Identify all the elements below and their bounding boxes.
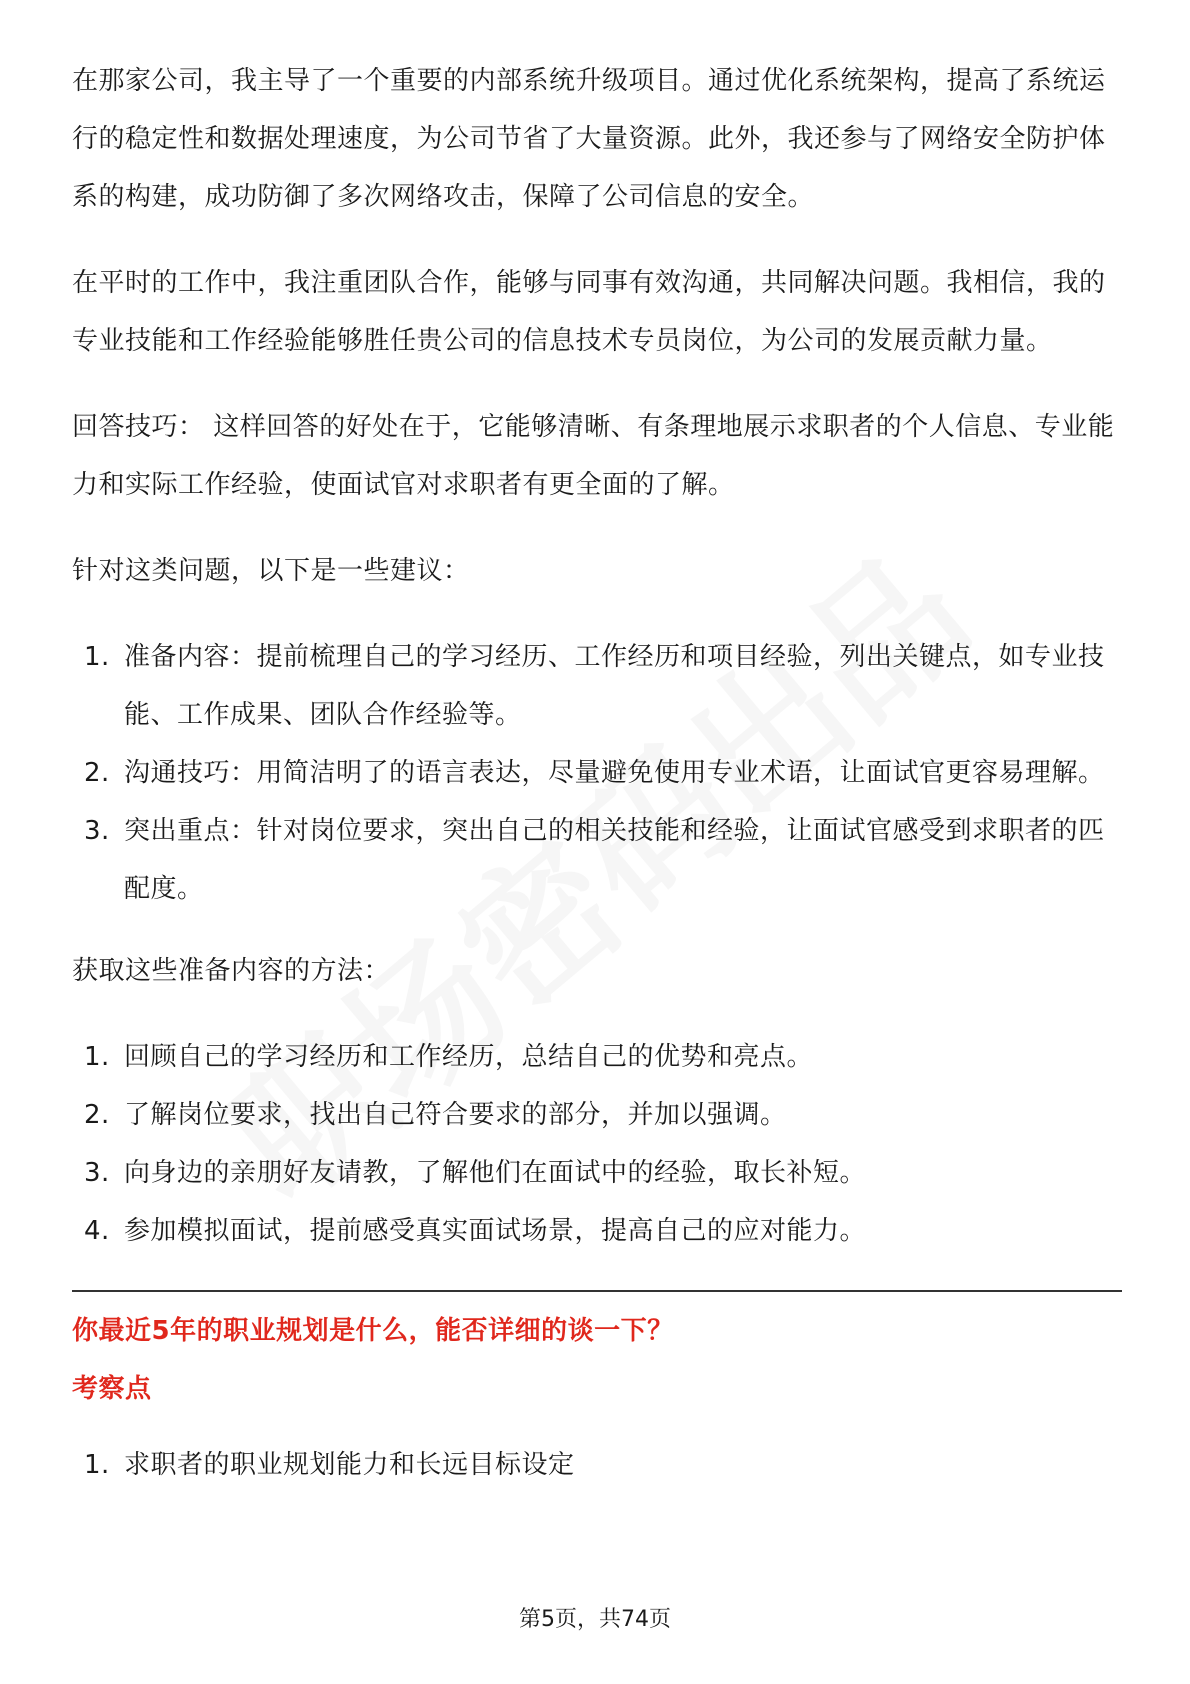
- list-text: 回顾自己的学习经历和工作经历，总结自己的优势和亮点。: [124, 1042, 814, 1072]
- list-number: 4.: [84, 1216, 110, 1246]
- list-text: 了解岗位要求，找出自己符合要求的部分，并加以强调。: [124, 1100, 787, 1130]
- list-item: [72, 1086, 1122, 1144]
- paragraph-suggestions-intro: 针对这类问题，以下是一些建议：: [72, 556, 470, 586]
- list-number: 1.: [84, 642, 110, 672]
- list-item: [72, 1436, 1122, 1494]
- paragraph-teamwork: 在平时的工作中，我注重团队合作，能够与同事有效沟通，共同解决问题。我相信，我的专业技能和工作经验能够胜任贵公司的信息技术专员岗位，为公司的发展贡献力量。: [72, 268, 1106, 356]
- list-item: [72, 1028, 1122, 1086]
- list-text: 沟通技巧：用简洁明了的语言表达，尽量避免使用专业术语，让面试官更容易理解。: [124, 758, 1105, 788]
- list-text: 参加模拟面试，提前感受真实面试场景，提高自己的应对能力。: [124, 1216, 867, 1246]
- paragraph-methods-intro: 获取这些准备内容的方法：: [72, 956, 391, 986]
- document-page: [72, 52, 1122, 1518]
- assessment-points-list: [72, 1436, 1122, 1494]
- paragraph-answer-tips: 回答技巧： 这样回答的好处在于，它能够清晰、有条理地展示求职者的个人信息、专业能力和实际工作经验，使面试官对求职者有更全面的了解。: [72, 412, 1115, 500]
- page-footer: 第5页，共74页: [519, 1607, 671, 1632]
- paragraph-project-experience: 在那家公司，我主导了一个重要的内部系统升级项目。通过优化系统架构，提高了系统运行的稳定性和数据处理速度，为公司节省了大量资源。此外，我还参与了网络安全防护体系的构建，成功防御了多次网络攻击，保障了公司信息的安全。: [72, 66, 1106, 212]
- section-divider: [72, 1290, 1122, 1292]
- list-item: [72, 744, 1122, 802]
- list-item: [72, 802, 1122, 918]
- list-text: 向身边的亲朋好友请教，了解他们在面试中的经验，取长补短。: [124, 1158, 867, 1188]
- list-number: 1.: [84, 1450, 110, 1480]
- list-number: 2.: [84, 1100, 110, 1130]
- list-text: 突出重点：针对岗位要求，突出自己的相关技能和经验，让面试官感受到求职者的匹配度。: [124, 816, 1105, 904]
- section-heading: 考察点: [72, 1374, 152, 1404]
- suggestions-list: [72, 628, 1122, 918]
- question-title: 你最近5年的职业规划是什么，能否详细的谈一下？: [72, 1316, 674, 1346]
- list-number: 3.: [84, 1158, 110, 1188]
- list-number: 3.: [84, 816, 110, 846]
- methods-list: [72, 1028, 1122, 1260]
- list-item: [72, 1144, 1122, 1202]
- list-item: [72, 628, 1122, 744]
- list-number: 2.: [84, 758, 110, 788]
- list-text: 求职者的职业规划能力和长远目标设定: [124, 1450, 575, 1480]
- list-item: [72, 1202, 1122, 1260]
- list-text: 准备内容：提前梳理自己的学习经历、工作经历和项目经验，列出关键点，如专业技能、工作成果、团队合作经验等。: [124, 642, 1105, 730]
- list-number: 1.: [84, 1042, 110, 1072]
